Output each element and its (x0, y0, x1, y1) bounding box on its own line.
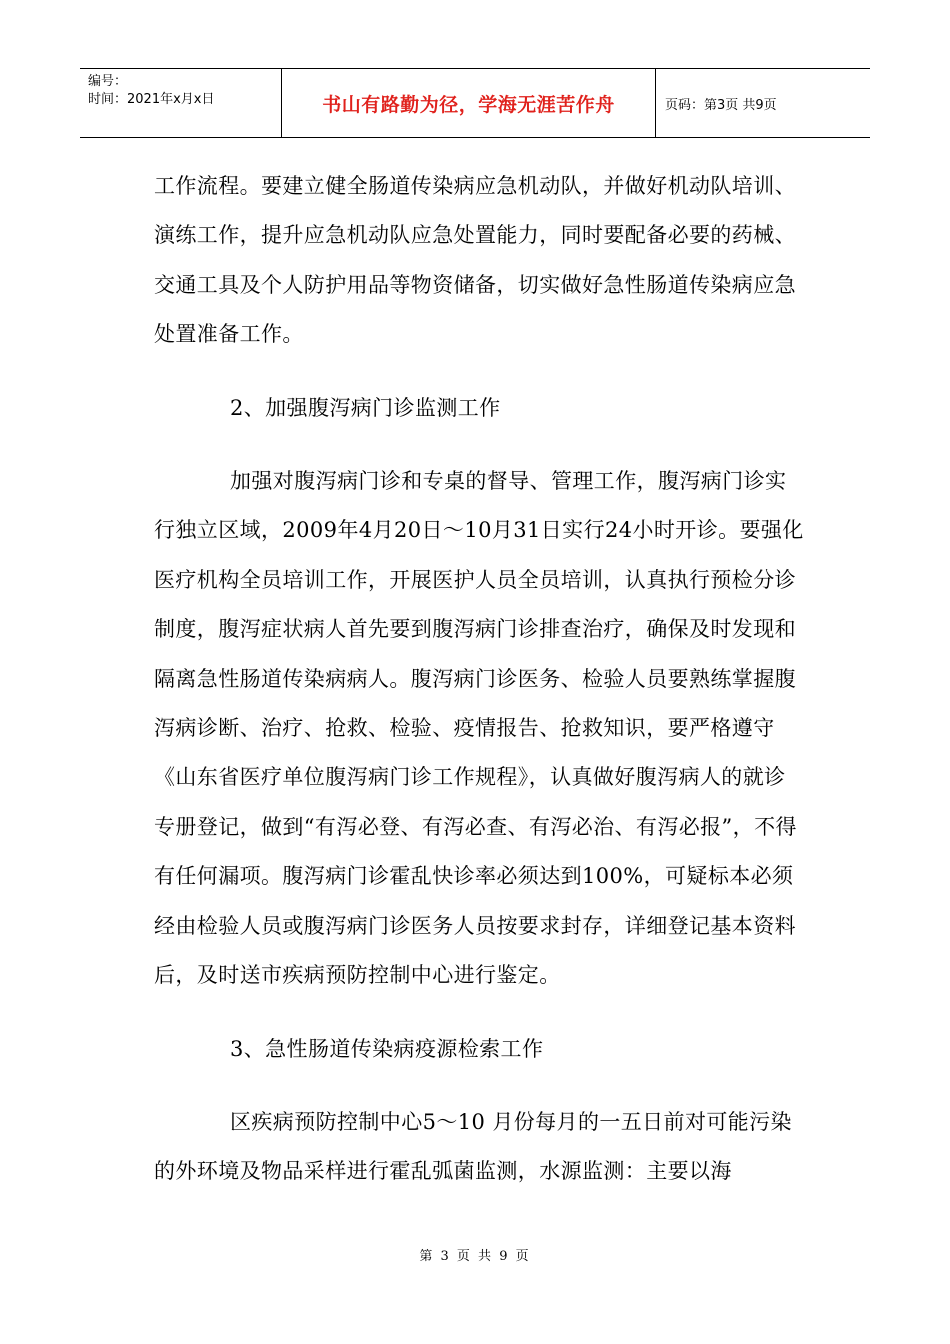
header-meta (80, 69, 282, 137)
section-heading-2: 2、加强腹泻病门诊监测工作 (230, 395, 501, 420)
paragraph-diarrhea-clinic: 加强对腹泻病门诊和专桌的督导、管理工作，腹泻病门诊实行独立区域，2009年4月20日～10月31日实行24小时开诊。要强化医疗机构全员培训工作，开展医护人员全员培训，认真执行预检分诊制度，腹泻症状病人首先要到腹泻病门诊排查治疗，确保及时发现和隔离急性肠道传染病病人。腹泻病门诊医务、检验人员要熟练掌握腹泻病诊断、治疗、抢救、检验、疫情报告、抢救知识，要严格遵守《山东省医疗单位腹泻病门诊工作规程》，认真做好腹泻病人的就诊专册登记，做到“有泻必登、有泻必查、有泻必治、有泻必报”，不得有任何漏项。腹泻病门诊霍乱快诊率必须达到100%，可疑标本必须经由检验人员或腹泻病门诊医务人员按要求封存，详细登记基本资料后，及时送市疾病预防控制中心进行鉴定。 (154, 469, 804, 988)
header-motto: 书山有路勤为径，学海无涯苦作舟 (282, 69, 656, 137)
paragraph-source-search: 区疾病预防控制中心5～10 月份每月的一五日前对可能污染的外环境及物品采样进行霍乱弧菌监测，水源监测：主要以海 (154, 1109, 792, 1184)
document-number-label: 编号： (88, 74, 128, 89)
paragraph-continuation: 工作流程。要建立健全肠道传染病应急机动队，并做好机动队培训、演练工作，提升应急机动队应急处置能力，同时要配备必要的药械、交通工具及个人防护用品等物资储备，切实做好急性肠道传染病应急处置准备工作。 (154, 174, 796, 347)
document-time-label: 时间：2021年x月x日 (88, 92, 215, 107)
page-header (80, 68, 870, 138)
section-heading-3: 3、急性肠道传染病疫源检索工作 (230, 1036, 544, 1061)
document-body (154, 162, 804, 1197)
header-page-info: 页码：第3页 共9页 (665, 97, 777, 113)
page-footer: 第 3 页 共 9 页 (419, 1249, 531, 1264)
